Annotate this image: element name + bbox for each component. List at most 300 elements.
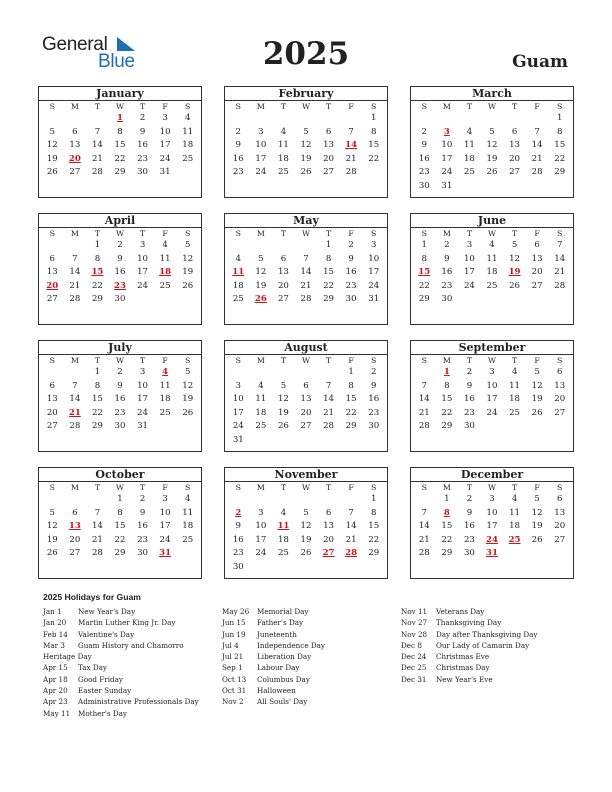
day-cell: 15	[91, 394, 103, 404]
day-cell: 14	[418, 521, 430, 531]
weekday-label: S	[557, 229, 563, 238]
holiday-day-cell: 27	[322, 548, 335, 558]
day-cell: 5	[534, 494, 540, 504]
holiday-day-cell: 25	[508, 534, 521, 545]
month-august	[224, 340, 388, 452]
day-cell: 23	[232, 167, 244, 177]
day-cell: 7	[72, 380, 78, 391]
month-name: November	[225, 468, 387, 482]
weekday-label: W	[487, 102, 496, 111]
day-cell: 18	[509, 394, 521, 404]
holiday-day-cell: 26	[254, 294, 267, 304]
day-cell: 3	[489, 367, 495, 377]
month-name: August	[225, 341, 387, 355]
day-cell: 15	[368, 521, 380, 531]
day-cell: 13	[46, 394, 58, 404]
holiday-row	[401, 640, 537, 651]
weekday-label: T	[94, 483, 101, 492]
holiday-row	[222, 606, 325, 617]
holiday-day-cell: 15	[418, 267, 431, 277]
holiday-day-cell: 18	[159, 267, 172, 277]
holiday-row	[43, 606, 199, 617]
day-cell: 20	[554, 521, 566, 531]
day-cell: 10	[441, 140, 453, 150]
day-cell: 12	[46, 521, 58, 531]
holiday-date: Jun 19	[222, 629, 246, 639]
empty-cell	[41, 239, 64, 253]
day-cell: 26	[277, 421, 289, 431]
holiday-row	[222, 674, 325, 685]
weekday-label: T	[466, 483, 473, 492]
day-cell: 4	[235, 253, 242, 264]
holiday-name: Guam History and Chamorro	[78, 640, 184, 650]
day-cell: 5	[184, 367, 191, 377]
holiday-column	[401, 606, 537, 685]
empty-cell	[503, 112, 526, 126]
holiday-name: Father's Day	[257, 618, 304, 628]
day-cell: 3	[139, 367, 146, 377]
day-cell: 23	[137, 153, 149, 164]
day-cell: 19	[255, 280, 267, 291]
empty-cell	[295, 366, 318, 380]
empty-cell	[317, 112, 340, 126]
day-cell: 21	[323, 407, 335, 418]
day-cell: 27	[300, 421, 312, 431]
weekday-label: W	[115, 483, 124, 492]
holiday-day-cell: 11	[277, 521, 290, 531]
day-cell: 1	[94, 367, 101, 377]
day-cell: 14	[91, 521, 103, 531]
weekday-label: M	[70, 102, 79, 111]
day-cell: 29	[323, 294, 335, 304]
day-cell: 9	[235, 521, 242, 531]
day-cell: 15	[114, 521, 126, 531]
day-cell: 9	[235, 140, 242, 150]
day-cell: 8	[117, 507, 123, 518]
day-cell: 25	[232, 294, 244, 304]
day-cell: 8	[421, 253, 428, 264]
weekday-label: S	[185, 483, 191, 492]
day-cell: 10	[255, 140, 267, 150]
day-cell: 17	[159, 521, 171, 531]
day-cell: 12	[486, 140, 498, 150]
weekday-label: M	[70, 229, 79, 238]
day-cell: 6	[280, 253, 287, 264]
day-cell: 27	[69, 167, 81, 177]
day-cell: 2	[117, 367, 123, 377]
day-cell: 13	[323, 521, 335, 531]
weekday-label: T	[139, 356, 146, 365]
day-cell: 6	[325, 507, 332, 518]
empty-cell	[272, 493, 295, 507]
day-cell: 10	[159, 126, 171, 137]
day-cell: 15	[345, 394, 357, 404]
day-cell: 16	[232, 153, 244, 164]
day-cell: 4	[489, 240, 495, 250]
day-cell: 29	[345, 421, 357, 431]
empty-cell	[295, 112, 318, 126]
day-cell: 29	[368, 548, 380, 558]
day-cell: 2	[235, 126, 242, 137]
day-cell: 25	[463, 167, 475, 177]
day-cell: 25	[486, 280, 498, 291]
months-grid	[38, 86, 575, 586]
day-cell: 9	[466, 507, 473, 518]
holiday-row	[222, 617, 325, 628]
day-cell: 18	[255, 407, 267, 418]
month-name: January	[39, 87, 201, 101]
month-name: June	[411, 214, 573, 228]
holiday-day-cell: 24	[486, 534, 498, 545]
day-cell: 22	[418, 280, 430, 291]
holiday-date: Sep 1	[222, 663, 243, 673]
day-cell: 26	[509, 280, 521, 291]
weekday-label: S	[185, 229, 191, 238]
day-cell: 10	[368, 253, 380, 264]
holiday-name: Our Lady of Camarin Day	[436, 640, 530, 650]
day-cell: 22	[368, 534, 380, 545]
empty-cell	[227, 493, 250, 507]
day-cell: 28	[91, 548, 103, 558]
day-cell: 5	[534, 367, 540, 377]
day-cell: 19	[300, 534, 312, 545]
holiday-row	[222, 629, 325, 640]
day-cell: 6	[556, 367, 563, 377]
weekday-label: S	[235, 102, 241, 111]
day-cell: 1	[348, 367, 354, 377]
weekday-label: T	[139, 102, 146, 111]
day-cell: 8	[370, 507, 377, 518]
day-cell: 8	[348, 380, 354, 391]
day-cell: 10	[159, 507, 171, 518]
holiday-row	[43, 629, 199, 640]
month-april	[38, 213, 202, 325]
month-name: May	[225, 214, 387, 228]
holiday-row	[43, 708, 199, 719]
day-cell: 3	[489, 494, 495, 504]
day-cell: 3	[235, 380, 242, 391]
day-cell: 4	[280, 126, 287, 137]
day-cell: 8	[444, 380, 450, 391]
day-cell: 10	[137, 380, 149, 391]
day-cell: 29	[554, 167, 566, 177]
weekday-label: S	[371, 102, 377, 111]
holiday-name: Martin Luther King Jr. Day	[78, 618, 176, 628]
empty-cell	[413, 493, 436, 507]
day-cell: 21	[418, 407, 430, 418]
month-may	[224, 213, 388, 325]
day-cell: 12	[531, 380, 543, 391]
day-cell: 2	[117, 240, 123, 250]
day-cell: 23	[463, 407, 475, 418]
empty-cell	[41, 112, 64, 126]
day-grid	[225, 482, 387, 574]
holiday-day-cell: 14	[345, 140, 358, 150]
day-cell: 21	[91, 153, 103, 164]
holiday-name: Easter Sunday	[78, 686, 132, 696]
day-cell: 30	[137, 548, 149, 558]
day-cell: 27	[509, 167, 521, 177]
weekday-label: W	[487, 229, 496, 238]
day-cell: 9	[370, 380, 377, 391]
logo-text-blue: Blue	[98, 51, 135, 72]
month-name: December	[411, 468, 573, 482]
day-cell: 29	[114, 167, 126, 177]
holiday-row	[222, 685, 325, 696]
holiday-day-cell: 21	[68, 407, 81, 418]
day-cell: 12	[509, 253, 521, 264]
empty-cell	[340, 493, 363, 507]
day-cell: 23	[345, 280, 357, 291]
empty-cell	[227, 366, 250, 380]
day-cell: 26	[46, 167, 58, 177]
day-cell: 25	[182, 534, 194, 545]
day-cell: 14	[69, 267, 81, 277]
day-cell: 8	[117, 126, 123, 137]
day-grid	[411, 482, 573, 561]
weekday-label: S	[421, 356, 427, 365]
day-cell: 12	[531, 507, 543, 518]
holiday-date: Dec 25	[401, 663, 427, 673]
day-cell: 22	[91, 407, 103, 418]
weekday-label: S	[235, 356, 241, 365]
page-title-year: 2025	[262, 36, 350, 72]
day-cell: 11	[255, 394, 267, 404]
day-cell: 3	[258, 126, 264, 137]
empty-cell	[272, 112, 295, 126]
day-cell: 28	[69, 294, 81, 304]
weekday-label: M	[70, 356, 79, 365]
day-cell: 16	[137, 521, 149, 531]
day-cell: 17	[255, 153, 267, 164]
day-cell: 10	[486, 380, 498, 391]
day-cell: 24	[255, 167, 267, 177]
empty-cell	[436, 112, 459, 126]
day-cell: 6	[49, 380, 56, 391]
day-cell: 26	[531, 534, 543, 545]
empty-cell	[227, 239, 250, 253]
day-cell: 13	[323, 140, 335, 150]
empty-cell	[295, 493, 318, 507]
day-cell: 1	[117, 494, 123, 504]
weekday-label: F	[348, 229, 354, 238]
empty-cell	[64, 493, 87, 507]
weekday-label: S	[557, 102, 563, 111]
day-cell: 30	[114, 294, 126, 304]
day-cell: 13	[277, 267, 289, 277]
day-cell: 7	[72, 253, 78, 264]
weekday-label: T	[325, 356, 332, 365]
holiday-day-cell: 1	[443, 367, 450, 377]
day-cell: 16	[441, 267, 453, 277]
day-cell: 21	[300, 280, 312, 291]
day-cell: 9	[421, 140, 428, 150]
day-grid	[411, 101, 573, 193]
month-name: July	[39, 341, 201, 355]
holiday-row	[222, 662, 325, 673]
day-cell: 20	[69, 534, 81, 545]
day-grid	[225, 101, 387, 180]
holiday-day-cell: 8	[443, 507, 450, 518]
holiday-name: Juneteenth	[257, 629, 297, 639]
day-cell: 14	[345, 521, 357, 531]
month-january	[38, 86, 202, 198]
holiday-date: Apr 18	[43, 674, 68, 684]
day-cell: 27	[46, 421, 58, 431]
weekday-label: S	[49, 483, 55, 492]
day-cell: 11	[159, 253, 171, 264]
day-cell: 25	[255, 421, 267, 431]
day-cell: 23	[137, 534, 149, 545]
weekday-label: S	[49, 356, 55, 365]
weekday-label: T	[325, 483, 332, 492]
weekday-label: T	[94, 229, 101, 238]
weekday-label: S	[371, 356, 377, 365]
holiday-date: May 11	[43, 708, 71, 718]
weekday-label: T	[466, 102, 473, 111]
empty-cell	[295, 239, 318, 253]
empty-cell	[86, 493, 109, 507]
holiday-row	[222, 696, 325, 707]
holiday-date: Nov 27	[401, 618, 428, 628]
day-cell: 7	[421, 507, 428, 518]
day-cell: 7	[325, 380, 332, 391]
day-cell: 15	[368, 140, 380, 150]
day-cell: 6	[72, 507, 78, 518]
day-cell: 25	[159, 280, 171, 291]
holiday-date: Dec 31	[401, 674, 427, 684]
day-cell: 20	[300, 407, 312, 418]
weekday-label: M	[442, 102, 451, 111]
holiday-day-cell: 28	[345, 548, 358, 558]
weekday-label: T	[511, 483, 518, 492]
day-cell: 18	[509, 521, 521, 531]
weekday-label: S	[557, 483, 563, 492]
day-cell: 8	[325, 253, 332, 264]
day-cell: 5	[280, 380, 287, 391]
day-cell: 26	[182, 407, 194, 418]
day-cell: 22	[345, 407, 357, 418]
day-cell: 10	[232, 394, 244, 404]
holiday-date: Jul 21	[222, 652, 244, 662]
holiday-row	[401, 617, 537, 628]
month-october	[38, 467, 202, 579]
holiday-day-cell: 31	[486, 548, 498, 558]
day-cell: 12	[300, 140, 312, 150]
day-cell: 7	[303, 253, 309, 264]
holidays-title: 2025 Holidays for Guam	[43, 592, 141, 602]
day-cell: 6	[72, 126, 78, 137]
holiday-day-cell: 19	[508, 267, 521, 277]
holiday-date: Apr 23	[43, 697, 68, 707]
day-cell: 1	[370, 113, 377, 123]
weekday-label: F	[348, 483, 354, 492]
day-cell: 18	[182, 140, 194, 150]
day-cell: 30	[137, 167, 149, 177]
day-grid	[39, 482, 201, 561]
weekday-label: T	[466, 229, 473, 238]
weekday-label: F	[534, 483, 540, 492]
day-cell: 25	[159, 407, 171, 418]
holiday-name: Labour Day	[257, 663, 300, 673]
weekday-label: T	[466, 356, 473, 365]
day-cell: 27	[323, 167, 335, 177]
day-cell: 17	[486, 394, 498, 404]
weekday-label: F	[534, 102, 540, 111]
weekday-label: W	[115, 356, 124, 365]
day-cell: 24	[441, 167, 453, 177]
day-cell: 28	[69, 421, 81, 431]
day-cell: 31	[137, 421, 149, 431]
day-cell: 22	[114, 153, 126, 164]
day-cell: 6	[325, 126, 332, 137]
weekday-label: T	[511, 102, 518, 111]
day-cell: 13	[46, 267, 58, 277]
day-cell: 6	[534, 240, 540, 250]
holiday-date: Mar 3	[43, 640, 65, 650]
day-cell: 21	[91, 534, 103, 545]
weekday-label: W	[115, 102, 124, 111]
day-cell: 21	[531, 153, 543, 164]
day-cell: 29	[91, 294, 103, 304]
weekday-label: S	[235, 483, 241, 492]
weekday-label: T	[325, 102, 332, 111]
day-cell: 14	[418, 394, 430, 404]
day-cell: 5	[49, 126, 56, 137]
day-cell: 16	[114, 267, 126, 277]
day-cell: 16	[114, 394, 126, 404]
day-cell: 12	[46, 140, 58, 150]
weekday-label: M	[256, 229, 265, 238]
day-cell: 10	[137, 253, 149, 264]
day-cell: 24	[255, 548, 267, 558]
weekday-label: F	[348, 102, 354, 111]
day-cell: 9	[348, 253, 354, 264]
day-cell: 2	[466, 494, 473, 504]
day-cell: 19	[277, 407, 289, 418]
logo-text-general: General	[42, 34, 108, 55]
holiday-date: Oct 13	[222, 674, 247, 684]
day-cell: 6	[49, 253, 56, 264]
day-cell: 5	[303, 507, 309, 518]
holiday-date: Jul 4	[222, 640, 239, 650]
day-cell: 9	[117, 380, 123, 391]
day-cell: 2	[370, 367, 377, 377]
day-cell: 24	[137, 407, 149, 418]
day-cell: 5	[511, 240, 518, 250]
empty-cell	[250, 112, 273, 126]
day-cell: 15	[554, 140, 566, 150]
day-grid	[411, 228, 573, 307]
day-cell: 30	[114, 421, 126, 431]
day-cell: 13	[509, 140, 521, 150]
holiday-date: Nov 2	[222, 697, 244, 707]
day-cell: 12	[255, 267, 267, 277]
day-cell: 29	[114, 548, 126, 558]
holiday-day-cell: 13	[68, 521, 81, 531]
day-cell: 30	[368, 421, 380, 431]
empty-cell	[481, 112, 504, 126]
day-cell: 22	[114, 534, 126, 545]
day-cell: 20	[509, 153, 521, 164]
day-cell: 7	[348, 126, 354, 137]
holiday-date: Dec 24	[401, 652, 427, 662]
day-cell: 11	[182, 126, 194, 137]
holiday-day-cell: 20	[46, 280, 59, 291]
weekday-label: F	[534, 356, 540, 365]
day-cell: 30	[232, 561, 244, 572]
holiday-name: New Year's Eve	[436, 674, 493, 684]
